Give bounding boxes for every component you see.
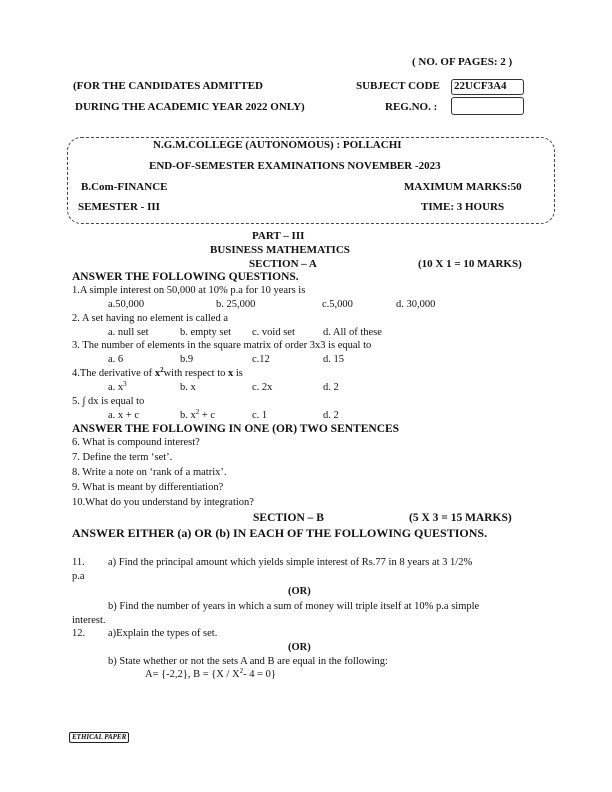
subject-title: BUSINESS MATHEMATICS <box>210 244 350 256</box>
q3-option-d: d. 15 <box>323 354 344 365</box>
short-answer-instruction: ANSWER THE FOLLOWING IN ONE (OR) TWO SENTENCES <box>72 423 400 435</box>
q3-option-c: c.12 <box>252 354 270 365</box>
q1-option-b: b. 25,000 <box>216 299 256 310</box>
semester: SEMESTER - III <box>78 201 160 213</box>
q2-option-d: d. All of these <box>323 327 382 338</box>
q5-option-b-post: + c <box>199 410 216 421</box>
q5-option-b-exponent: 2 <box>195 408 200 416</box>
q4-variable: x <box>154 368 161 379</box>
subject-code-label: SUBJECT CODE <box>356 80 440 92</box>
question-11a-line-2: p.a <box>72 571 85 582</box>
exam-title: END-OF-SEMESTER EXAMINATIONS NOVEMBER -2023 <box>149 160 441 172</box>
question-3: 3. The number of elements in the square matrix of order 3x3 is equal to <box>72 340 372 351</box>
reg-no-label: REG.NO. : <box>385 101 438 113</box>
q4-option-a-text: a. x <box>108 382 124 393</box>
question-12a: a)Explain the types of set. <box>108 628 218 639</box>
q4-option-d: d. 2 <box>323 382 339 393</box>
question-6: 6. What is compound interest? <box>72 437 200 448</box>
question-11b-line-1: b) Find the number of years in which a sum of money will triple itself at 10% p.a simple <box>108 601 480 612</box>
q3-option-a: a. 6 <box>108 354 124 365</box>
q4-text-post: is <box>233 368 243 379</box>
question-12b-expression <box>145 669 276 680</box>
q4-option-b: b. x <box>180 382 196 393</box>
section-a-instruction: ANSWER THE FOLLOWING QUESTIONS. <box>72 271 299 283</box>
q1-option-a: a.50,000 <box>108 299 145 310</box>
q4-option-a <box>108 382 127 393</box>
q12-expr-post: - 4 = 0} <box>243 669 276 680</box>
question-4 <box>72 368 243 379</box>
question-10: 10.What do you understand by integration? <box>72 497 254 508</box>
college-name: N.G.M.COLLEGE (AUTONOMOUS) : POLLACHI <box>153 139 402 151</box>
max-marks: MAXIMUM MARKS:50 <box>404 181 522 193</box>
q11-or-label: (OR) <box>288 586 311 597</box>
q2-option-a: a. null set <box>108 327 149 338</box>
q1-option-c: c.5,000 <box>322 299 353 310</box>
q12-or-label: (OR) <box>288 642 311 653</box>
q1-option-d: d. 30,000 <box>396 299 436 310</box>
question-1: 1.A simple interest on 50,000 at 10% p.a for 10 years is <box>72 285 306 296</box>
q12-expr-exponent: 2 <box>239 667 244 675</box>
q5-option-b-text: b. x <box>180 410 196 421</box>
question-5: 5. ∫ dx is equal to <box>72 396 145 407</box>
question-12-number: 12. <box>72 628 86 639</box>
q4-option-a-exponent: 3 <box>123 380 127 388</box>
subject-code-value: 22UCF3A4 <box>454 80 507 92</box>
question-11a-line-1: a) Find the principal amount which yields simple interest of Rs.77 in 8 years at 3 1/2% <box>108 557 473 568</box>
section-b-marks: (5 X 3 = 15 MARKS) <box>409 512 512 524</box>
section-b-title: SECTION – B <box>253 512 324 524</box>
q4-option-c: c. 2x <box>252 382 273 393</box>
q5-option-d: d. 2 <box>323 410 339 421</box>
q2-option-b: b. empty set <box>180 327 232 338</box>
q5-option-c: c. 1 <box>252 410 268 421</box>
question-2: 2. A set having no element is called a <box>72 313 229 324</box>
question-7: 7. Define the term ‘set’. <box>72 452 173 463</box>
q4-text-mid: with respect to <box>163 368 229 379</box>
no-of-pages: ( NO. OF PAGES: 2 ) <box>412 56 513 68</box>
q4-variable-2: x <box>228 368 234 379</box>
q12-expr-pre: A= {-2,2}, B = {X / X <box>145 669 240 680</box>
question-11-number: 11. <box>72 557 85 568</box>
q4-exponent: 2 <box>160 366 164 374</box>
q5-option-b <box>180 410 215 421</box>
question-11b-line-2: interest. <box>72 615 106 626</box>
time-duration: TIME: 3 HOURS <box>421 201 505 213</box>
section-a-title: SECTION – A <box>249 258 317 270</box>
section-b-instruction: ANSWER EITHER (a) OR (b) IN EACH OF THE FOLLOWING QUESTIONS. <box>72 526 488 540</box>
q3-option-b: b.9 <box>180 354 194 365</box>
section-a-marks: (10 X 1 = 10 MARKS) <box>418 258 522 270</box>
question-8: 8. Write a note on ‘rank of a matrix’. <box>72 467 227 478</box>
reg-no-field[interactable] <box>451 97 524 115</box>
question-12b: b) State whether or not the sets A and B are equal in the following: <box>108 656 388 667</box>
candidates-line-1: (FOR THE CANDIDATES ADMITTED <box>73 80 263 92</box>
q2-option-c: c. void set <box>252 327 295 338</box>
question-9: 9. What is meant by differentiation? <box>72 482 224 493</box>
q5-option-a: a. x + c <box>108 410 139 421</box>
q4-text-pre: 4.The derivative of <box>72 368 155 379</box>
ethical-paper-label: ETHICAL PAPER <box>69 732 129 743</box>
part-title: PART – III <box>252 230 305 242</box>
candidates-line-2: DURING THE ACADEMIC YEAR 2022 ONLY) <box>75 101 305 113</box>
subject-code-box <box>451 79 524 95</box>
course-name: B.Com-FINANCE <box>81 181 168 193</box>
